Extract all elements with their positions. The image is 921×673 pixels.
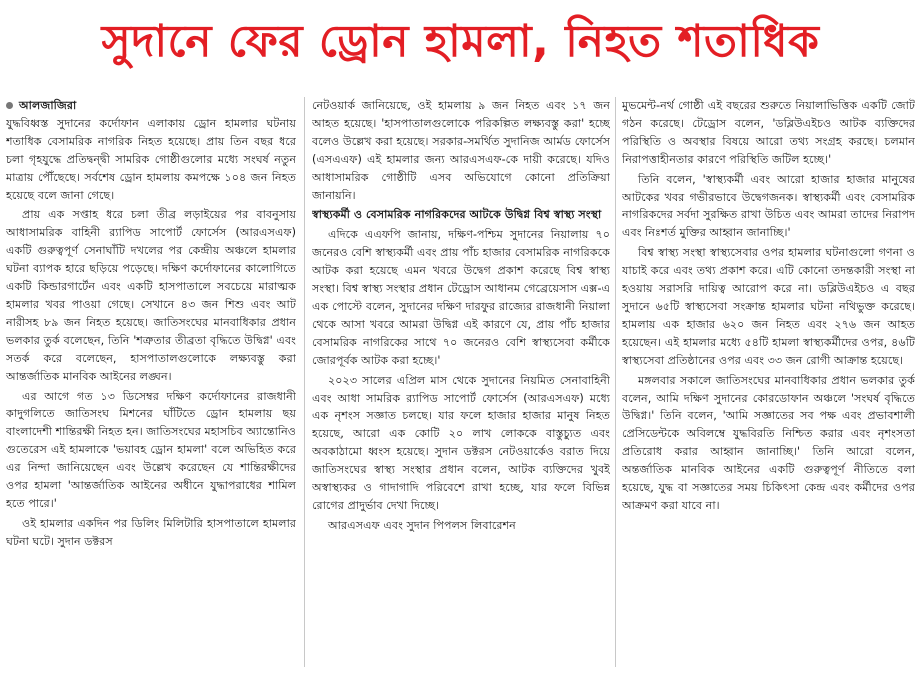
paragraph: তিনি বলেন, 'স্বাস্থ্যকর্মী এবং আরো হাজার হাজার মানুষের আটকের খবর গভীরভাবে উদ্বেগজনক। স্বাস্থ্যকর্মী এবং বেসামরিক নাগরিকদের সর্বদা সুরক্ষিত রাখা উচিত এবং আমরা তাদের নিরাপদ এবং নিঃশর্ত মুক্তির আহ্বান জানাচ্ছি।' <box>622 172 915 240</box>
source-credit <box>6 97 296 115</box>
column-3 <box>622 97 915 667</box>
column-divider <box>304 97 305 667</box>
column-1 <box>6 97 296 667</box>
paragraph: প্রায় এক সপ্তাহ ধরে চলা তীব্র লড়াইয়ের পর বাবনুসায় আধাসামরিক বাহিনী র‍্যাপিড সাপোর্ট ফোর্সেস (আরএসএফ) একটি গুরুত্বপূর্ণ সেনাঘাঁটি দখলের পর কেন্দ্রীয় অঞ্চলে হামলার ঘটনা ব্যাপক হারে ছড়িয়ে পড়েছে। দক্ষিণ কর্দোফানের কালোগিতে একটি কিন্ডারগার্টেন এবং একটি হাসপাতালে সবচেয়ে মারাত্মক হামলার খবর পাওয়া গেছে। সেখানে ৪৩ জন শিশু এবং আট নারীসহ ৮৯ জন নিহত হয়েছে। জাতিসংঘের মানবাধিকার প্রধান ভলকার তুর্ক বলেছেন, তিনি 'শত্রুতার তীব্রতা বৃদ্ধিতে উদ্বিগ্ন' এবং সতর্ক করে বলেছেন, হাসপাতালগুলোকে লক্ষ্যবস্তু করা আন্তর্জাতিক মানবিক আইনের লঙ্ঘন। <box>6 208 296 383</box>
subheading: স্বাস্থ্যকর্মী ও বেসামরিক নাগরিকদের আটকে উদ্বিগ্ন বিশ্ব স্বাস্থ্য সংস্থা <box>312 208 602 222</box>
source-label: আলজাজিরা <box>19 99 77 112</box>
article-body <box>6 97 915 667</box>
headline-area <box>0 0 921 88</box>
paragraph: বিশ্ব স্বাস্থ্য সংস্থা স্বাস্থ্যসেবার ওপর হামলার ঘটনাগুলো গণনা ও যাচাই করে এবং তথ্য প্রকাশ করে। এটি কোনো তদন্তকারী সংস্থা না হওয়ায় সরাসরি দায়িত্ব আরোপ করে না। ডব্লিউএইচও এ বছর সুদানে ৬৫টি স্বাস্থ্যসেবা সংক্রান্ত হামলার ঘটনা নথিভুক্ত করেছে। হামলায় এক হাজার ৬২০ জন নিহত এবং ২৭৬ জন আহত হয়েছেন। এই হামলার মধ্যে ৫৪টি হামলা স্বাস্থ্যকর্মীদের ওপর, ৪৬টি স্বাস্থ্যসেবা প্রতিষ্ঠানের ওপর এবং ৩৩ জন রোগী আক্রান্ত হয়েছে। <box>622 246 915 367</box>
column-divider <box>615 97 616 667</box>
bullet-icon <box>6 102 13 109</box>
paragraph: এদিকে এএফপি জানায়, দক্ষিণ-পশ্চিম সুদানের নিয়ালায় ৭০ জনেরও বেশি স্বাস্থ্যকর্মী এবং প্রায় পাঁচ হাজার বেসামরিক নাগরিককে আটক করা হয়েছে এমন খবরে উদ্বেগ প্রকাশ করেছে বিশ্ব স্বাস্থ্য সংস্থা। বিশ্ব স্বাস্থ্য সংস্থার প্রধান টেড্রোস আধানম গেব্রেয়েসাস এক্স-এ এক পোস্টে বলেন, সুদানের দক্ষিণ দারফুর রাজ্যের রাজধানী নিয়ালা থেকে আসা খবরে আমরা উদ্বিগ্ন এই কারণে যে, প্রায় পাঁচ হাজার বেসামরিক নাগরিকের সাথে ৭০ জনেরও বেশি স্বাস্থ্যসেবা কর্মীকে জোরপূর্বক আটক করা হচ্ছে।' <box>312 228 610 367</box>
paragraph: ২০২৩ সালের এপ্রিল মাস থেকে সুদানের নিয়মিত সেনাবাহিনী এবং আধা সামরিক র‍্যাপিড সাপোর্ট ফোর্সেস (আরএসএফ) মধ্যে এক নৃশংস সজ্ঞাত চলছে। যার ফলে হাজার হাজার মানুষ নিহত হয়েছে, আরো এক কোটি ২০ লাখ লোককে বাস্তুচ্যুত এবং অবকাঠামো ধ্বংস হয়েছে। সুদান ডক্টরস নেটওয়ার্কেও বরাত দিয়ে জাতিসংঘের স্বাস্থ্য সংস্থার প্রধান বলেন, আটক ব্যক্তিদের খুবই অস্বাস্থ্যকর ও গাদাগাদি পরিবেশে রাখা হচ্ছে, যার ফলে বিভিন্ন রোগের প্রাদুর্ভাব দেখা দিচ্ছে। <box>312 373 610 512</box>
paragraph: আরএসএফ এবং সুদান পিপলস লিবারেশন <box>328 518 516 532</box>
column-2 <box>312 97 610 667</box>
paragraph: মঙ্গলবার সকালে জাতিসংঘের মানবাধিকার প্রধান ভলকার তুর্ক বলেন, আমি দক্ষিণ সুদানের কোরডোফান অঞ্চলে 'সংঘর্ষ বৃদ্ধিতে উদ্বিগ্ন।' তিনি বলেন, 'আমি সজ্ঞাতের সব পক্ষ এবং প্রভাবশালী প্রেসিডেন্টকে অবিলম্বে যুদ্ধবিরতি নিশ্চিত করার এবং নৃশংসতা প্রতিরোধ করার আহ্বান জানাচ্ছি।' তিনি আরো বলেন, অন্তর্জাতিক মানবিক আইনের একটি গুরুত্বপূর্ণ নীতিতে বলা হয়েছে, যুদ্ধ বা সজ্ঞাতের সময় চিকিৎসা কেন্দ্র এবং কর্মীদের ওপর আক্রমণ করা যাবে না। <box>622 373 915 512</box>
paragraph: ওই হামলার একদিন পর ডিলিং মিলিটারি হাসপাতালে হামলার ঘটনা ঘটে। সুদান ডক্টরস <box>6 516 296 548</box>
paragraph: এর আগে গত ১৩ ডিসেম্বর দক্ষিণ কর্দোফানের রাজধানী কাদুগলিতে জাতিসংঘ মিশনের ঘাঁটিতে ড্রোন হামলায় ছয় বাংলাদেশী শান্তিরক্ষী নিহত হন। জাতিসংঘের মহাসচিব অ্যান্তোনিও গুতেরেস এই হামলাকে 'ভয়াবহ ড্রোন হামলা' বলে অভিহিত করে এর নিন্দা জানিয়েছেন এবং উল্লেখ করেছেন যে শান্তিরক্ষীদের ওপর হামলা 'আন্তর্জাতিক আইনের অধীনে যুদ্ধাপরাধের শামিল হতে পারে।' <box>6 389 296 510</box>
headline: সুদানে ফের ড্রোন হামলা, নিহত শতাধিক <box>101 15 820 67</box>
paragraph: যুদ্ধবিধ্বস্ত সুদানের কর্দোফান এলাকায় ড্রোন হামলার ঘটনায় শতাধিক বেসামরিক নাগরিক নিহত হয়েছে। প্রায় তিন বছর ধরে চলা গৃহযুদ্ধে প্রতিদ্বন্দ্বী সামরিক গোষ্ঠীগুলোর মধ্যে সংঘর্ষ নতুন মাত্রায় পৌঁছেছে। সর্বশেষ ড্রোন হামলায় কমপক্ষে ১০৪ জন নিহত হয়েছে বলে জানা গেছে। <box>6 116 296 202</box>
paragraph: মুভমেন্ট-নর্থ গোষ্ঠী এই বছরের শুরুতে নিয়ালাভিত্তিক একটি জোট গঠন করেছে। টেড্রোস বলেন, 'ডব্লিউএইচও আটক ব্যক্তিদের পরিস্থিতি ও অবস্থার বিষয়ে আরো তথ্য সংগ্রহ করছে। চলমান নিরাপত্তাহীনতার কারণে পরিস্থিতি জটিল হচ্ছে।' <box>622 99 915 166</box>
paragraph: নেটওয়ার্ক জানিয়েছে, ওই হামলায় ৯ জন নিহত এবং ১৭ জন আহত হয়েছে। 'হাসপাতালগুলোকে পরিকল্পিত লক্ষ্যবস্তু করা' হচ্ছে বলেও উল্লেখ করা হয়েছে। সরকার-সমর্থিত সুদানিজ আর্মড ফোর্সেস (এসএএফ) এই হামলার জন্য আরএসএফ-কে দায়ী করেছে। যদিও আধাসামরিক গোষ্ঠীটি এসব অভিযোগে কোনো প্রতিক্রিয়া জানায়নি। <box>312 99 610 202</box>
